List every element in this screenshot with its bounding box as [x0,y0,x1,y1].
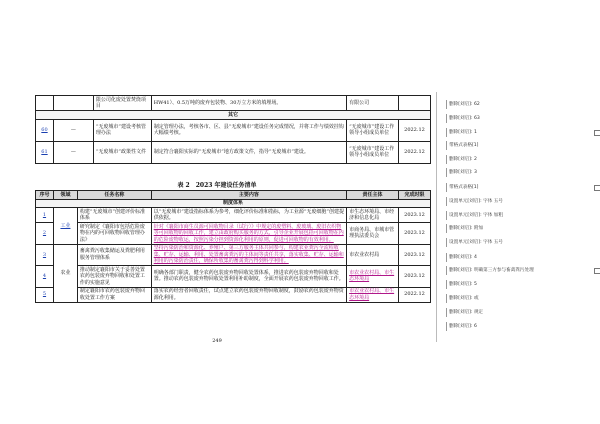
row-no-link[interactable]: 1 [42,211,47,218]
row-content: 针对《襄阳市商生员源可回收物目录（试行）》中规定的废塑料、废玻璃、废旧衣织物等可回收物的回收工作，建立由政府购买服务的方式，引导企业开展包括可回收物在内的危险废物收运，按照污染分担到资源化利用的原则，促进可回收物的有效利用。 [153,223,344,243]
table-row [36,266,431,288]
section-label: 制度体系 [36,199,431,208]
row-owner: “无废城市”建设工作领导小组成员单位 [347,141,399,163]
task-list-table [35,190,431,303]
row-date: 2022.12 [398,141,430,163]
revision-comment[interactable]: 删除[刘启]: 规定 [446,308,483,317]
row-cat: 工业 [60,222,71,229]
table-row [36,244,431,266]
revision-comment[interactable]: 删除[刘启]: 62 [446,100,480,109]
row-cat: 农业 [53,244,77,302]
margin-divider [436,92,437,342]
revision-comment[interactable]: 设置单元[刘启]: 字体 五号 [446,197,503,206]
section-row [36,199,431,208]
row-date: 2023.12 [398,244,430,266]
revision-comment[interactable]: 删除[刘启]: 附加 [446,224,483,233]
revision-comment[interactable]: 删除[刘启]: 63 [446,114,480,123]
row-cat: — [53,119,93,141]
revision-comment[interactable]: 删除[刘启]: 1 [446,128,477,137]
comment-collapse-icon[interactable] [594,268,600,274]
row-owner: 市农业农村局、市生态环境局 [349,288,395,301]
row-content: 制定符合襄阳实际的“无废城市”地方政策文件，指导“无废城市”建设。 [151,141,346,163]
row-date: 2023.12 [398,223,430,245]
header-owner: 责任主体 [347,191,399,200]
table-row [36,96,431,111]
page-number: 249 [212,338,222,344]
row-owner: 有限公司 [347,96,399,111]
row-no-link[interactable]: 2 [42,230,47,236]
row-date: 2023.12 [398,266,430,288]
revision-comment[interactable]: 删除[刘启]: 3 [446,168,477,177]
revision-comment[interactable]: 设置单元[刘启]: 字体 五号 [446,238,503,247]
row-content: 坚持污染防治和资源化、养殖户、第三方服务主体共同参与，构建农业粪污全流程收集、贮存、运输、利用、处置畜禽粪污的主体间等责任共享，落实收集、贮存、运输和利用的污染防治责任，确保所收集的畜禽粪污得到科学利用。 [153,245,344,264]
row-no [36,96,54,111]
row-task: 研究制定《襄阳市包括危险废物在内的可回收物回收管理办法》 [77,223,151,245]
row-owner: 市农业农村局 [347,244,399,266]
revision-comment[interactable]: 删除[刘启]: 4 [446,253,477,262]
row-owner: 市生态环境局、市经济和信息化局 [347,208,399,223]
row-date: 2022.12 [398,287,430,302]
header-deadline: 完成时限 [398,191,430,200]
row-no-link[interactable]: 61 [41,148,48,155]
revision-comment[interactable]: 删除[刘启]: 或 [446,294,479,303]
row-task: 制定襄阳市农药包装废弃物回收处置工作方案 [77,287,151,302]
row-content: 明确各部门职责，健全农药包装废弃物回收处置体系，推进农药包装废弃物回收和处置。推动农药包装废弃物回收处置利用补助制度，全面开展农药包装废弃物回收工作。 [151,266,346,288]
row-task: “无废城市”建设考核管理办法 [93,119,151,141]
section-row [36,111,431,120]
row-task: 限公司化废处置焚烧项目 [93,96,151,111]
row-cat [53,96,93,111]
row-date: 2023.12 [398,208,430,223]
revision-comment[interactable]: 删除[刘启]: 6 [446,322,477,331]
row-no-link[interactable]: 4 [42,273,47,279]
row-owner: “无废城市”建设工作领导小组成员单位 [347,119,399,141]
header-content: 主要内容 [151,191,346,200]
revision-comment[interactable]: 删除[刘启]: 5 [446,280,477,289]
revision-comment[interactable]: 带格式表格[1] [446,183,478,192]
row-task: 构建“无废城市”创建评价标准体系 [77,208,151,223]
revision-comment[interactable]: 带格式表格[1] [446,141,478,150]
table-row [36,287,431,302]
row-content: HW41）、0.5万吨的废弃包装物、30万立方米的填埋场。 [151,96,346,111]
row-task: 畜禽粪污收集储运及粪肥利用服务管理体系 [77,244,151,266]
table-row [36,223,431,245]
row-date: 2022.12 [398,119,430,141]
section-label: 其它 [36,111,431,120]
row-no-link[interactable]: 60 [41,126,48,133]
comment-collapse-icon[interactable] [594,185,600,191]
row-task: 推动制定襄阳市关于妥善处置农药包装废弃物回收和处置工作的实施意见 [77,266,151,288]
row-content: 以“无废城市”建设指标体系为参考，细化评价标准和指标，为工业源“无废细胞”创建提供依据。 [151,208,346,223]
revision-comment[interactable]: 删除[刘启]: 明确第三方参与畜禽粪污处理 [446,266,534,275]
row-content: 落实农药经营者回收责任，试点建立农药包装废弃物回收制度，鼓励农药包装废弃物资源化利用。 [151,287,346,302]
previous-task-table [35,95,431,164]
row-owner: 市商务局、市城市管理执法委员会 [347,223,399,245]
header-no: 序号 [36,191,54,200]
row-cat: — [53,141,93,163]
table-row [36,119,431,141]
header-row [36,191,431,200]
table-caption: 表 2 2023 年建设任务清单 [177,182,257,189]
row-task: “无废城市”政策性文件 [93,141,151,163]
row-owner: 市农业农村局、市生态环境局 [349,269,395,283]
row-no-link[interactable]: 5 [42,291,47,298]
comment-collapse-icon[interactable] [594,130,600,136]
table-row [36,141,431,163]
table-row [36,208,431,223]
header-task: 任务名称 [77,191,151,200]
revision-comment[interactable]: 删除[刘启]: 2 [446,155,477,164]
revision-comment[interactable]: 设置单元[刘启]: 字体 加粗 [446,211,503,220]
row-no-link[interactable]: 3 [42,251,47,258]
row-content: 制定管理办法，考核各市、区、县“无废城市”建设任务完成情况，并将工作与绩效挂钩大幅绩考核。 [151,119,346,141]
header-domain: 领域 [53,191,77,200]
row-date [398,96,430,111]
